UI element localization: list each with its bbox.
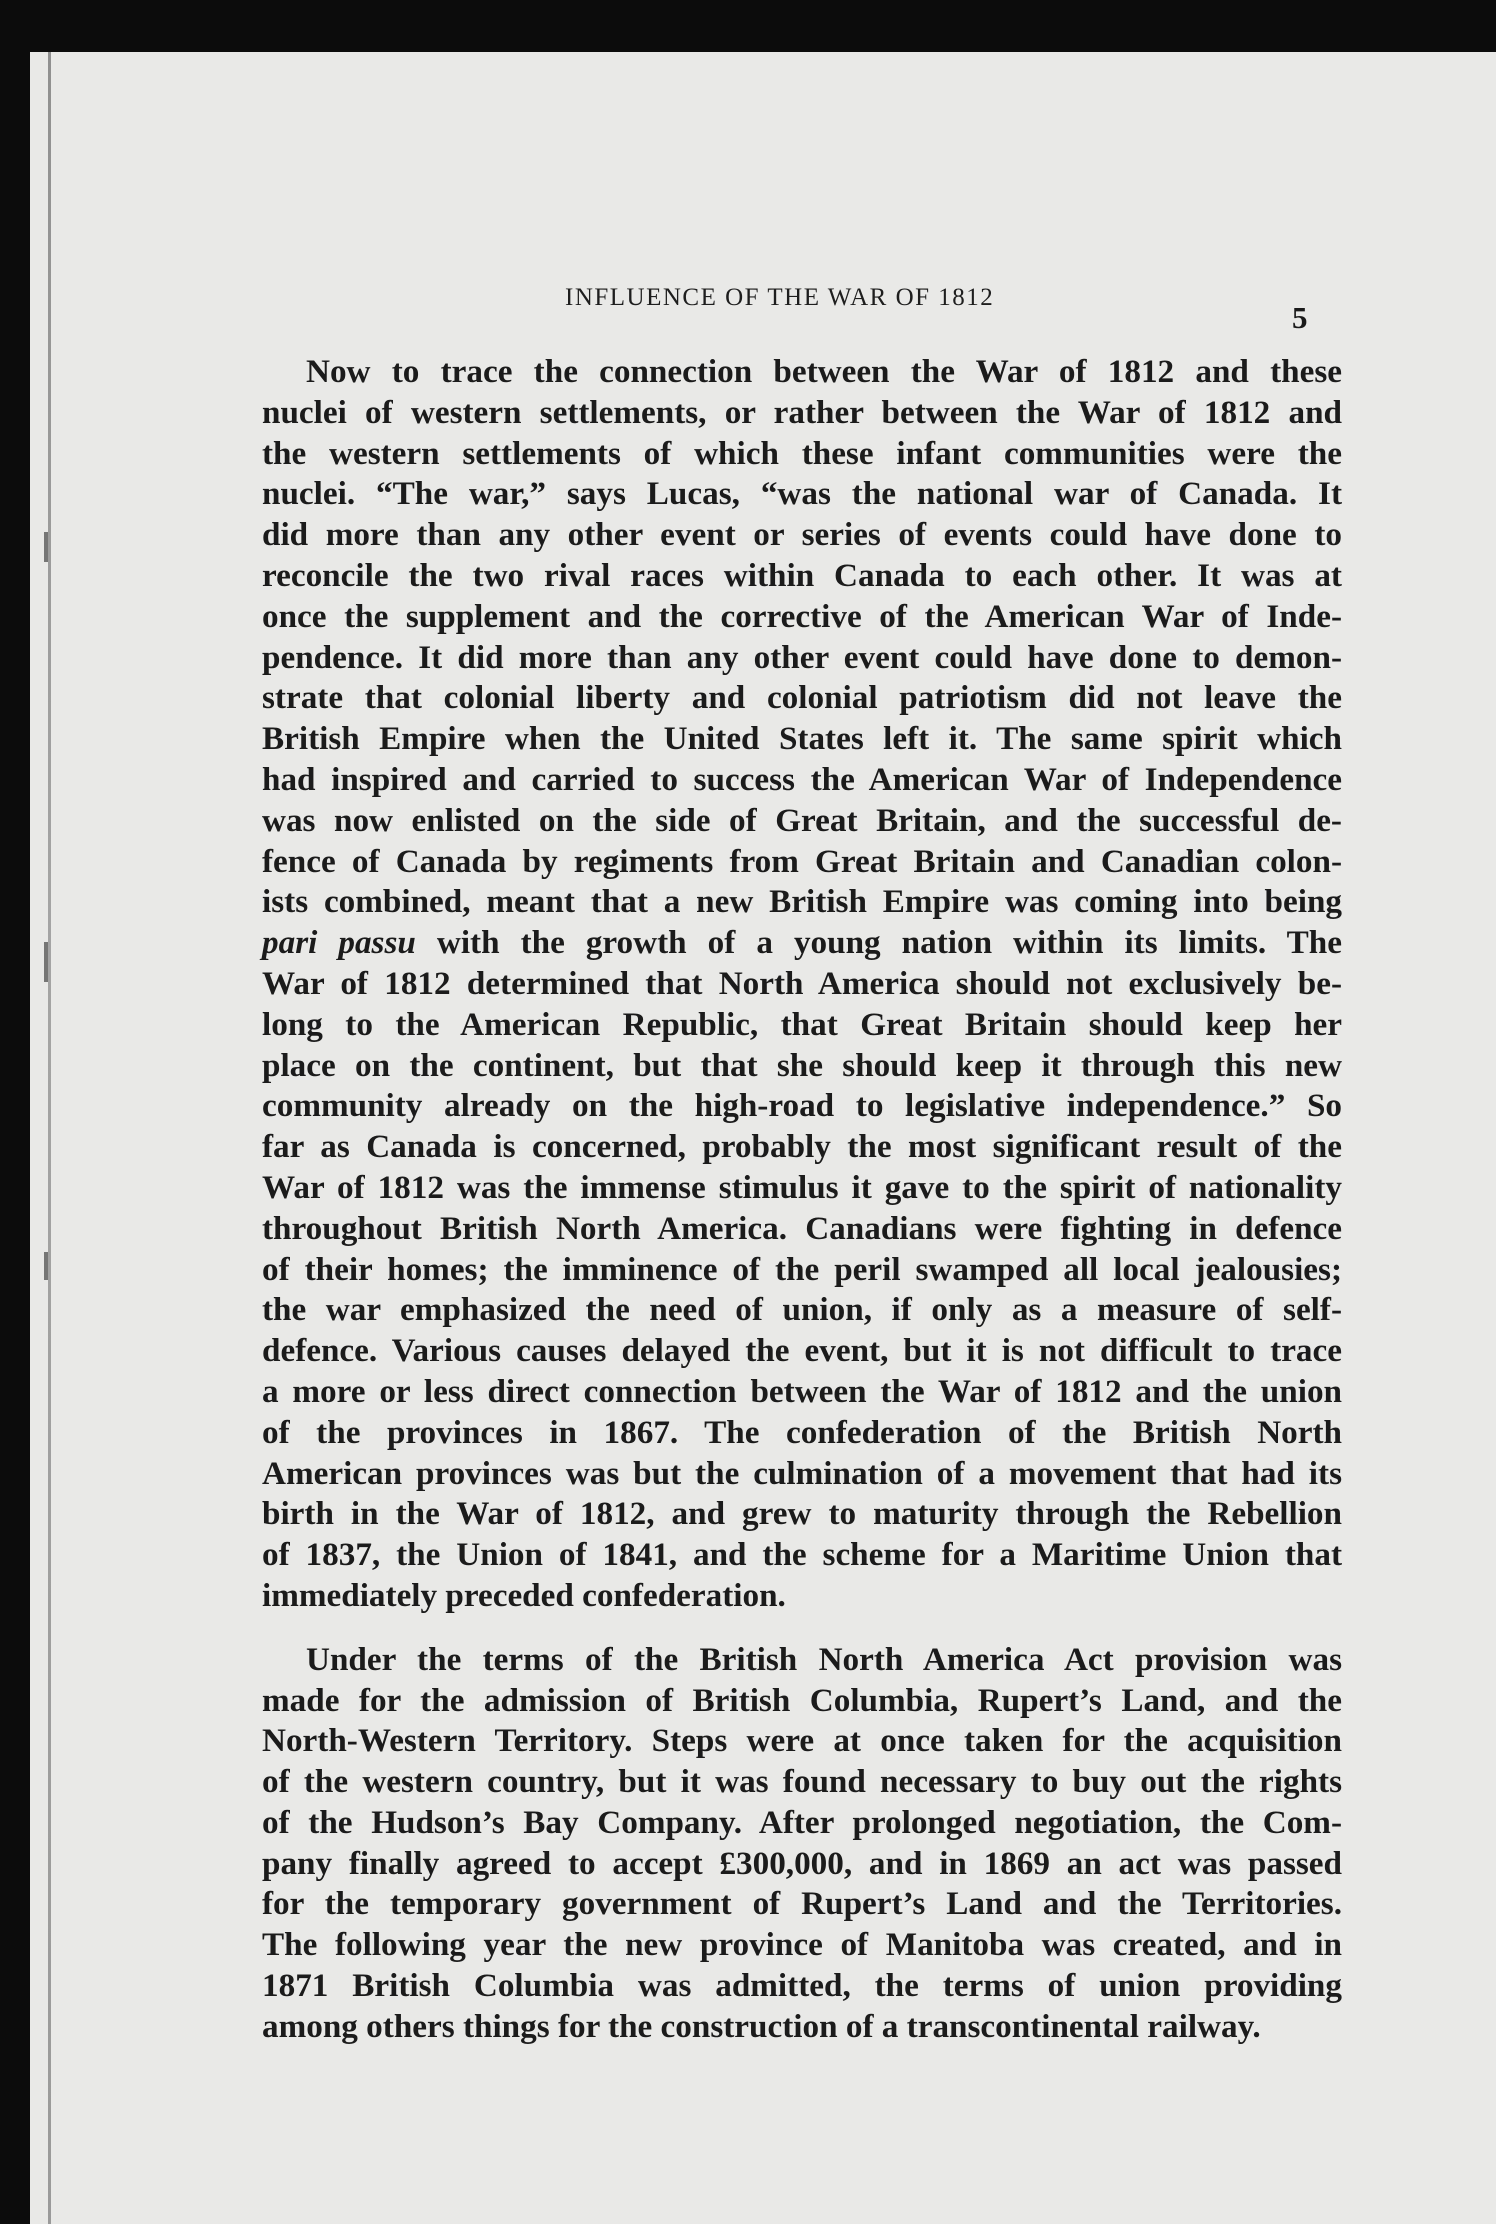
text-line: 1871 British Columbia was admitted, the terms of union providing [262,1967,1342,2005]
text-line: defence. Various causes delayed the event, but it is not difficult to trace [262,1332,1342,1370]
text-line: among others things for the construction of a transcontinental railway. [262,2007,1261,2045]
text-line: War of 1812 determined that North America should not exclusively be- [262,964,1342,1002]
margin-mark [44,532,48,562]
text-line: did more than any other event or series of events could have done to [262,516,1342,554]
text-line: once the supplement and the corrective of the American War of Inde- [262,597,1342,635]
text-line: American provinces was but the culmination of a movement that had its [262,1454,1342,1492]
text-line: British Empire when the United States left it. The same spirit which [262,720,1342,758]
text-line: the war emphasized the need of union, if only as a measure of self- [262,1291,1342,1329]
text-line: of their homes; the imminence of the peril swamped all local jealousies; [262,1250,1342,1288]
text-line: reconcile the two rival races within Canada to each other. It was at [262,556,1342,594]
text-line: ists combined, meant that a new British Empire was coming into being [262,883,1342,921]
text-line: throughout British North America. Canadians were fighting in defence [262,1209,1342,1247]
text-line: immediately preceded confederation. [262,1576,786,1614]
text-line: long to the American Republic, that Great Britain should keep her [262,1005,1342,1043]
text-line: community already on the high-road to legislative independence.” So [262,1087,1342,1125]
text-line: nuclei. “The war,” says Lucas, “was the national war of Canada. It [262,475,1342,513]
text-line: birth in the War of 1812, and grew to maturity through the Rebellion [262,1495,1342,1533]
text-line: fence of Canada by regiments from Great Britain and Canadian colon- [262,842,1342,880]
body-text [262,352,1342,2048]
text-line: nuclei of western settlements, or rather between the War of 1812 and [262,393,1342,431]
text-line: place on the continent, but that she should keep it through this new [262,1046,1342,1084]
paragraph [262,352,1342,1617]
text-line: of the Hudson’s Bay Company. After prolonged negotiation, the Com- [262,1803,1342,1841]
margin-mark [44,942,48,982]
italic-phrase: pari passu [262,924,416,962]
scanned-page [30,52,1496,2224]
paragraph [262,1640,1342,2048]
text-line: Under the terms of the British North America Act provision was [306,1640,1342,1678]
text-line: War of 1812 was the immense stimulus it gave to the spirit of nationality [262,1168,1342,1206]
text-line: was now enlisted on the side of Great Britain, and the successful de- [262,801,1342,839]
page-number: 5 [1292,300,1308,335]
text-line: strate that colonial liberty and colonial patriotism did not leave the [262,679,1342,717]
text-line: the western settlements of which these infant communities were the [262,434,1342,472]
text-line: pari passu with the growth of a young nation within its limits. The [262,924,1342,962]
text-line: pany finally agreed to accept £300,000, and in 1869 an act was passed [262,1844,1342,1882]
text-line: The following year the new province of Manitoba was created, and in [262,1926,1342,1964]
text-line: pendence. It did more than any other event could have done to demon- [262,638,1342,676]
text-line: of the provinces in 1867. The confederation of the British North [262,1413,1342,1451]
text-line: of the western country, but it was found necessary to buy out the rights [262,1763,1342,1801]
running-head: INFLUENCE OF THE WAR OF 1812 [565,284,995,311]
binding-edge [48,52,51,2224]
text-line: of 1837, the Union of 1841, and the scheme for a Maritime Union that [262,1536,1342,1574]
text-line: North-Western Territory. Steps were at once taken for the acquisition [262,1722,1342,1760]
text-line: for the temporary government of Rupert’s Land and the Territories. [262,1885,1342,1923]
text-line: had inspired and carried to success the American War of Independence [262,760,1342,798]
text-line: made for the admission of British Columbia, Rupert’s Land, and the [262,1681,1342,1719]
text-line: a more or less direct connection between the War of 1812 and the union [262,1372,1342,1410]
margin-mark [44,1252,48,1280]
text-line: far as Canada is concerned, probably the most significant result of the [262,1128,1342,1166]
text-line: Now to trace the connection between the War of 1812 and these [306,353,1342,390]
